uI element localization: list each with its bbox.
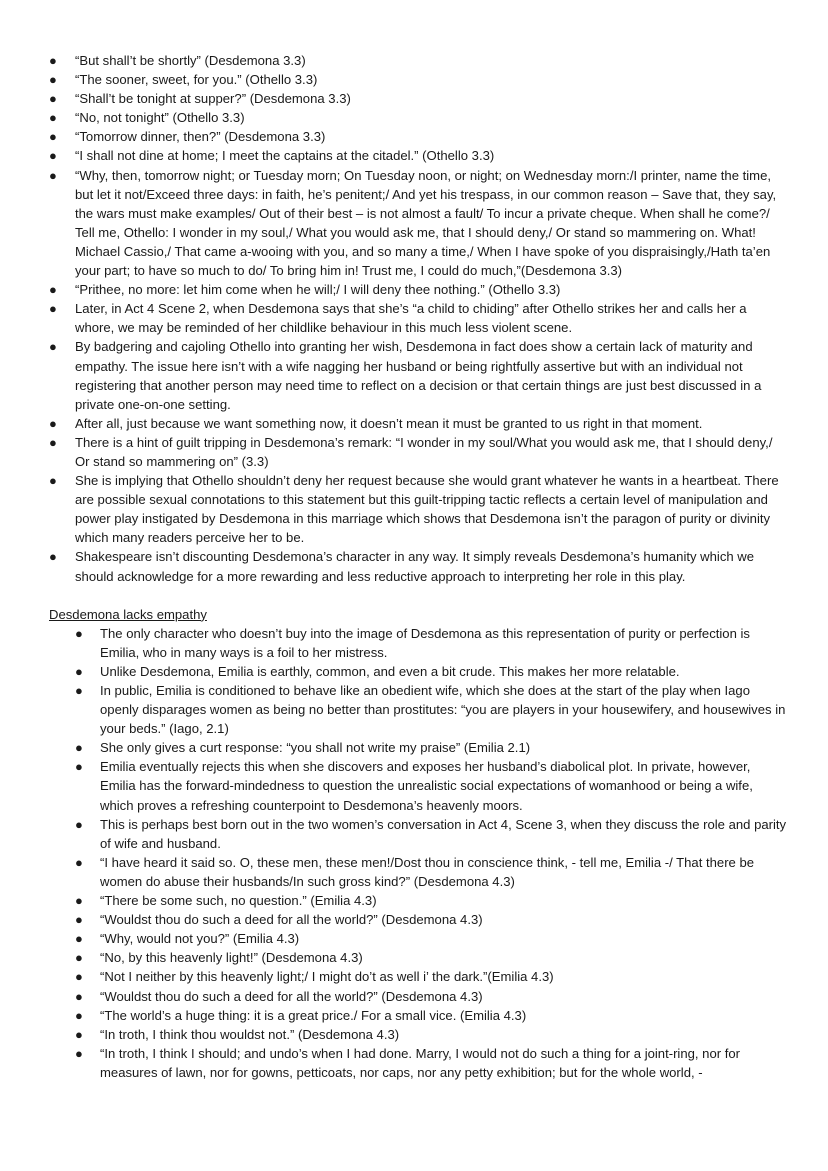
list-item [0,1006,788,1025]
section-heading: Desdemona lacks empathy [49,606,207,622]
list-item [0,681,788,738]
bullet-icon: ● [75,816,83,832]
bullet-icon: ● [49,148,57,164]
list-item [0,547,788,585]
bullet-icon: ● [49,53,57,68]
list-item-text: By badgering and cajoling Othello into granting her wish, Desdemona in fact does show a certain lack of maturity and empathy. The issue here isn’t with a wife nagging her husband or being rightfully assertive but with an individual not registering that another person may need time to reflect on a decision or that certain things are just best discussed in a private one-on-one setting. [75,339,762,412]
list-item [0,967,788,986]
list-item-text: “There be some such, no question.” (Emilia 4.3) [100,893,377,909]
bullet-icon: ● [49,129,57,145]
list-item [0,108,788,127]
list-item [0,433,788,471]
bullet-icon: ● [75,683,83,698]
list-item-text: “Wouldst thou do such a deed for all the world?” (Desdemona 4.3) [100,988,483,1004]
list-item-text: “In troth, I think thou wouldst not.” (Desdemona 4.3) [100,1026,400,1042]
list-item-text: “The sooner, sweet, for you.” (Othello 3.3) [75,72,318,88]
list-item-text: There is a hint of guilt tripping in Desdemona’s remark: “I wonder in my soul/What you would ask me, that I should deny,/ Or stand so mammering on” (3.3) [75,434,773,469]
bullet-icon: ● [75,854,83,870]
list-item-text: After all, just because we want something now, it doesn’t mean it must be granted to us right in that moment. [75,415,703,431]
list-item [0,471,788,547]
list-item-text: “No, not tonight” (Othello 3.3) [75,110,245,126]
list-item [0,414,788,433]
list-item [0,299,788,337]
list-item [0,757,788,814]
bullet-icon: ● [49,415,57,431]
bottom-bullet-list [0,624,788,1082]
bullet-icon: ● [49,91,57,107]
list-item-text: Emilia eventually rejects this when she discovers and exposes her husband’s diabolical plot. In private, however, Emilia has the forward-mindedness to question the unrealistic social expectations of womanhood or being a wife, which proves a refreshing counterpoint to Desdemona’s heavenly moors. [100,759,753,813]
list-item-text: “No, by this heavenly light!” (Desdemona 4.3) [100,950,363,966]
bullet-icon: ● [75,912,83,928]
list-item-text: This is perhaps best born out in the two women’s conversation in Act 4, Scene 3, when they discuss the role and parity of wife and husband. [100,816,787,851]
list-item-text: Unlike Desdemona, Emilia is earthly, common, and even a bit crude. This makes her more relatable. [100,663,680,679]
bullet-icon: ● [49,301,57,317]
list-item-text: “I shall not dine at home; I meet the captains at the citadel.” (Othello 3.3) [75,148,495,164]
list-item [0,89,788,108]
bullet-icon: ● [49,72,57,88]
bullet-icon: ● [49,282,57,298]
list-item [0,51,788,70]
list-item [0,853,788,891]
bullet-icon: ● [75,1007,83,1023]
list-item [0,166,788,281]
list-item [0,929,788,948]
bullet-icon: ● [49,434,57,450]
top-bullet-list [0,51,788,586]
list-item-text: Shakespeare isn’t discounting Desdemona’s character in any way. It simply reveals Desdemona’s humanity which we should acknowledge for a more rewarding and less reductive approach to interpreting her role in this play. [75,549,755,584]
list-item [0,738,788,757]
bullet-icon: ● [75,663,83,679]
bullet-icon: ● [49,167,57,183]
list-item-text: “Shall’t be tonight at supper?” (Desdemona 3.3) [75,91,351,107]
list-item [0,337,788,413]
list-item-text: “Not I neither by this heavenly light;/ I might do’t as well i’ the dark.”(Emilia 4.3) [100,969,554,985]
list-item [0,987,788,1006]
bullet-icon: ● [49,110,57,126]
list-item-text: The only character who doesn’t buy into the image of Desdemona as this representation of purity or perfection is Emilia, who in many ways is a foil to her mistress. [100,625,750,660]
list-item-text: In public, Emilia is conditioned to behave like an obedient wife, which she does at the start of the play when Iago openly disparages women as being no better than prostitutes: “you are players in your housewifery, and housewives in your beds.” (Iago, 2.1) [100,683,786,737]
list-item [0,910,788,929]
list-item-text: Later, in Act 4 Scene 2, when Desdemona says that she’s “a child to chiding” after Othello strikes her and calls her a whore, we may be reminded of her childlike behaviour in this much less violent scene. [75,301,747,336]
list-item [0,1025,788,1044]
list-item [0,624,788,662]
list-item-text: “I have heard it said so. O, these men, these men!/Dost thou in conscience think, - tell me, Emilia -/ That there be women do abuse their husbands/In such gross kind?” (Desdemona 4.3) [100,854,755,889]
list-item [0,146,788,165]
bullet-icon: ● [49,549,57,565]
list-item-text: “But shall’t be shortly” (Desdemona 3.3) [75,53,306,68]
list-item-text: “Tomorrow dinner, then?” (Desdemona 3.3) [75,129,326,145]
bullet-icon: ● [49,339,57,355]
list-item-text: She is implying that Othello shouldn’t deny her request because she would grant whatever he wants in a heartbeat. There are possible sexual connotations to this statement but this guilt-tripping tactic reflects a certain level of manipulation and power play instigated by Desdemona in this marriage which shows that Desdemona isn’t the paragon of purity or divinity which many readers perceive her to be. [75,473,779,546]
list-item-text: “Wouldst thou do such a deed for all the world?” (Desdemona 4.3) [100,912,483,928]
bullet-icon: ● [75,950,83,966]
list-item [0,1044,788,1082]
list-item-text: “Why, then, tomorrow night; or Tuesday morn; On Tuesday noon, or night; on Wednesday morn:/I printer, name the time, but let it not/Exceed three days: in faith, he’s penitent;/ And yet his trespass, in our common reason – Save that, they say, the wars must make examples/ Out of their best – is not almost a fault/ To incur a private cheque. When shall he come?/ Tell me, Othello: I wonder in my soul,/ What you would ask me, that I should deny,/ Or stand so mammering on. What! Michael Cassio,/ That came a-wooing with you, and so many a time,/ When I have spoke of you dispraisingly,/Hath ta’en your part; to have so much to do/ To bring him in! Trust me, I could do much,”(Desdemona 3.3) [75,167,777,279]
list-item [0,948,788,967]
list-item-text: “Prithee, no more: let him come when he will;/ I will deny thee nothing.” (Othello 3.3) [75,282,561,298]
bullet-icon: ● [49,473,57,489]
list-item [0,662,788,681]
list-item-text: “In troth, I think I should; and undo’s when I had done. Marry, I would not do such a thing for a joint-ring, nor for measures of lawn, nor for gowns, petticoats, nor caps, nor any petty exhibition; but for the whole world, - [100,1045,741,1080]
bullet-icon: ● [75,988,83,1004]
bullet-icon: ● [75,1026,83,1042]
bullet-icon: ● [75,893,83,909]
list-item [0,127,788,146]
list-item [0,891,788,910]
bullet-icon: ● [75,931,83,947]
list-item-text: “The world’s a huge thing: it is a great price./ For a small vice. (Emilia 4.3) [100,1007,527,1023]
list-item-text: She only gives a curt response: “you shall not write my praise” (Emilia 2.1) [100,740,531,756]
bullet-icon: ● [75,1045,83,1061]
bullet-icon: ● [75,625,83,641]
bullet-icon: ● [75,759,83,775]
list-item [0,70,788,89]
list-item [0,815,788,853]
list-item-text: “Why, would not you?” (Emilia 4.3) [100,931,300,947]
list-item [0,280,788,299]
bullet-icon: ● [75,969,83,985]
bullet-icon: ● [75,740,83,756]
